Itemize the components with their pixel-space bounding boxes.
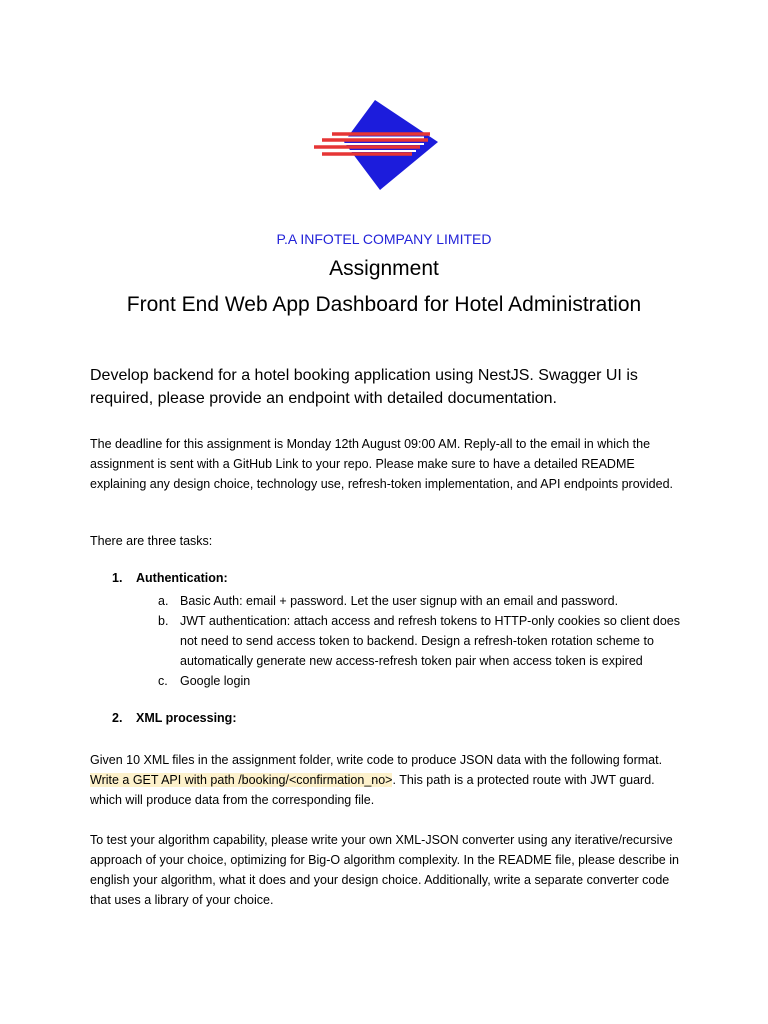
task-heading-xml-processing [112, 711, 236, 725]
company-logo [312, 98, 442, 192]
algorithm-paragraph: To test your algorithm capability, please write your own XML-JSON converter using any iterative/recursive approach of your choice, optimizing for Big-O algorithm complexity. In the README file, please describe in english your algorithm, what it does and your design choice. Additionally, write a separate converter code that uses a library of your choice. [90, 833, 679, 907]
task-title: Authentication: [136, 571, 228, 585]
authentication-subitems [158, 591, 698, 691]
task-heading-authentication [112, 571, 228, 585]
task-title: XML processing: [136, 711, 237, 725]
document-title: Assignment [329, 257, 439, 280]
list-item-letter: c. [158, 674, 168, 688]
document-subtitle: Front End Web App Dashboard for Hotel Administration [126, 293, 642, 316]
list-item-text: Google login [180, 674, 251, 688]
list-item-text: JWT authentication: attach access and refresh tokens to HTTP-only cookies so client does not need to send access token to backend. Design a refresh-token rotation scheme to automatically generate new access-refresh token pair when access token is expired [180, 614, 681, 668]
logo-stripes [314, 134, 430, 154]
intro-paragraph: Develop backend for a hotel booking application using NestJS. Swagger UI is required, please provide an endpoint with detailed documentation. [90, 367, 638, 407]
list-item-text: Basic Auth: email + password. Let the user signup with an email and password. [180, 594, 619, 608]
list-item-letter: b. [158, 614, 169, 628]
xml-paragraph-part1: Given 10 XML files in the assignment folder, write code to produce JSON data with the following format. [90, 753, 663, 767]
xml-paragraph-part2: . This path is a protected route with JWT guard. which will produce data from the corresponding file. [90, 773, 655, 807]
xml-paragraph [90, 750, 690, 810]
highlighted-api-text: Write a GET API with path /booking/<confirmation_no> [90, 773, 393, 787]
task-number: 1. [112, 571, 123, 585]
company-name: P.A INFOTEL COMPANY LIMITED [276, 231, 492, 247]
deadline-paragraph: The deadline for this assignment is Monday 12th August 09:00 AM. Reply-all to the email in which the assignment is sent with a GitHub Link to your repo. Please make sure to have a detailed README explaining any design choice, technology use, refresh-token implementation, and API endpoints provided. [90, 437, 674, 491]
tasks-intro: There are three tasks: [90, 534, 213, 548]
list-item [158, 671, 698, 691]
list-item-letter: a. [158, 594, 169, 608]
list-item [158, 591, 698, 611]
list-item [158, 611, 698, 671]
task-number: 2. [112, 711, 123, 725]
